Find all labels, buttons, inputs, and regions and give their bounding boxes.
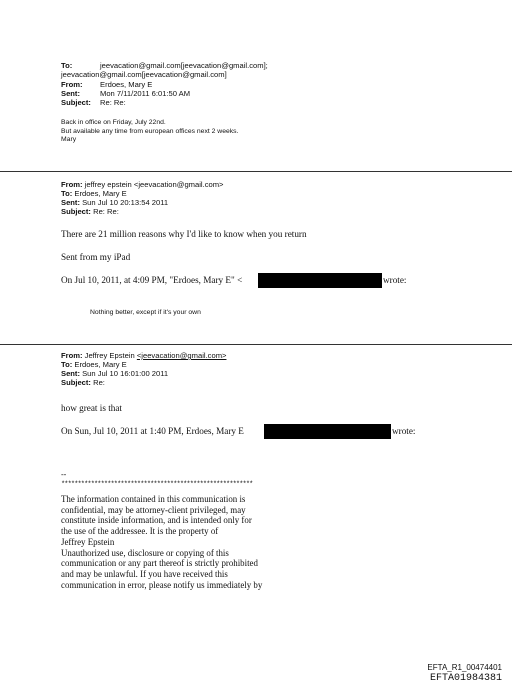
bates-number-primary: EFTA_R1_00474401	[427, 663, 502, 672]
email-2-body-line-2: Sent from my iPad	[61, 252, 131, 262]
subject-value: Re: Re:	[93, 207, 119, 216]
email-1-to-row	[61, 61, 268, 70]
email-3-subject-row	[61, 378, 105, 387]
from-value: Erdoes, Mary E	[100, 80, 153, 89]
disclaimer-line: The information contained in this communication is	[61, 494, 246, 504]
email-1-sent-row	[61, 89, 191, 98]
disclaimer-line: Unauthorized use, disclosure or copying of this	[61, 547, 229, 558]
email-2-quote-intro: On Jul 10, 2011, at 4:09 PM, "Erdoes, Mary E" <	[61, 275, 243, 285]
sent-value: Sun Jul 10 16:01:00 2011	[82, 369, 169, 378]
disclaimer-line: and may be unlawful. If you have received this	[61, 568, 228, 579]
to-value: jeevacation@gmail.com[jeevacation@gmail.com];	[100, 61, 268, 70]
email-3-sent-row	[61, 369, 168, 378]
subject-label: Subject:	[61, 207, 91, 216]
to-value: Erdoes, Mary E	[74, 360, 127, 369]
redaction-box	[264, 424, 391, 439]
sent-label: Sent:	[61, 198, 80, 207]
from-label: From:	[61, 180, 83, 189]
from-name: Jeffrey Epstein	[84, 351, 135, 360]
email-2-quoted-text: Nothing better, except if it's your own	[90, 309, 201, 316]
subject-label: Subject:	[61, 378, 91, 387]
disclaimer-line: confidential, may be attorney-client privileged, may	[61, 504, 246, 515]
from-label: From:	[61, 351, 83, 360]
to-value: Erdoes, Mary E	[74, 189, 127, 198]
email-3-quote-wrote: wrote:	[392, 426, 416, 436]
to-label: To:	[61, 61, 73, 70]
sent-value: Sun Jul 10 20:13:54 2011	[82, 198, 169, 207]
from-label: From:	[61, 80, 83, 89]
email-3-from-row	[61, 351, 226, 360]
separator-line	[0, 171, 512, 172]
email-2-body-line-1: There are 21 million reasons why I'd like to know when you return	[61, 229, 307, 239]
email-3-quote-intro: On Sun, Jul 10, 2011 at 1:40 PM, Erdoes, Mary E	[61, 426, 244, 436]
email-2-from-row	[61, 180, 224, 189]
sent-label: Sent:	[61, 369, 80, 378]
subject-value: Re: Re:	[100, 98, 126, 107]
body-line: Mary	[61, 136, 77, 144]
disclaimer-line: communication or any part thereof is strictly prohibited	[61, 558, 258, 569]
to-label: To:	[61, 189, 73, 198]
disclaimer-line: communication in error, please notify us immediately by	[61, 579, 263, 590]
from-value: jeffrey epstein <jeevacation@gmail.com>	[84, 180, 224, 189]
disclaimer-line: Jeffrey Epstein	[61, 536, 115, 547]
from-email-link[interactable]: <jeevacation@gmail.com>	[136, 351, 227, 360]
sent-value: Mon 7/11/2011 6:01:50 AM	[100, 89, 191, 98]
body-line: But available any time from european offices next 2 weeks.	[61, 127, 239, 135]
sent-label: Sent:	[61, 89, 80, 98]
email-2-subject-row	[61, 207, 119, 216]
asterisk-divider: **********************************************************	[61, 481, 253, 489]
redaction-box	[258, 273, 382, 288]
email-2-to-row	[61, 189, 127, 198]
email-1-body	[61, 119, 238, 145]
to-value-continued: jeevacation@gmail.com[jeevacation@gmail.com]	[61, 70, 227, 79]
to-label: To:	[61, 360, 73, 369]
body-line: Back in office on Friday, July 22nd.	[61, 119, 166, 126]
email-1-from-row	[61, 80, 153, 89]
subject-label: Subject:	[61, 98, 91, 107]
signature-dash: --	[61, 470, 67, 479]
confidentiality-disclaimer	[61, 494, 262, 590]
email-3-to-row	[61, 360, 127, 369]
email-2-quote-wrote: wrote:	[383, 275, 407, 285]
disclaimer-line: the use of the addressee. It is the property of	[61, 526, 219, 537]
email-2-sent-row	[61, 198, 168, 207]
bates-number-secondary: EFTA01984381	[429, 673, 502, 684]
separator-line	[0, 344, 512, 345]
email-3-body-line-1: how great is that	[61, 403, 122, 413]
subject-value: Re:	[93, 378, 105, 387]
email-1-subject-row	[61, 98, 126, 107]
disclaimer-line: constitute inside information, and is intended only for	[61, 515, 252, 526]
